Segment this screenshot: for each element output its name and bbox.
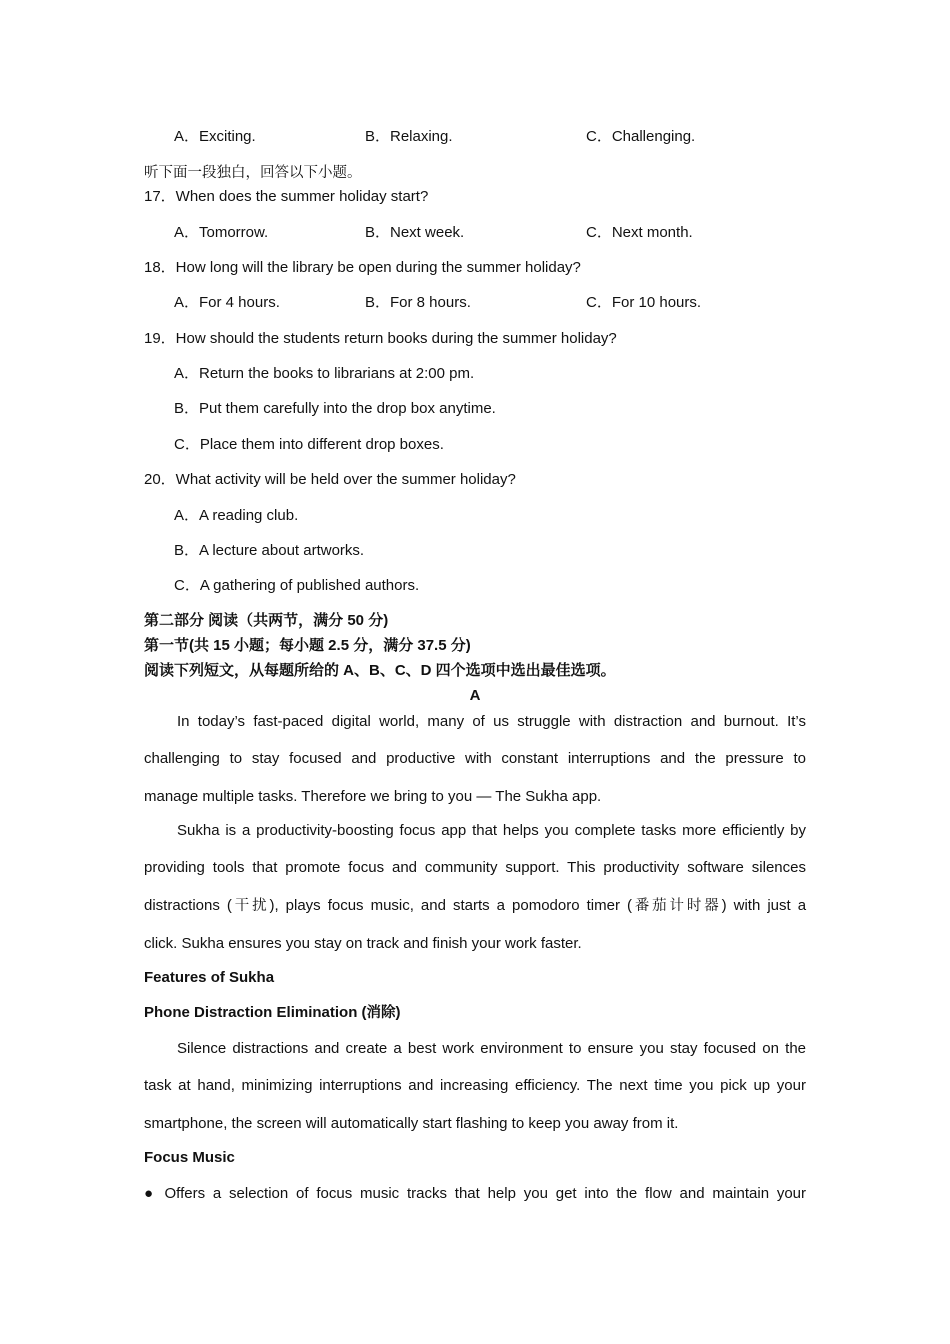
passage-paragraph-1 — [144, 703, 806, 815]
p2-line-4: click. Sukha ensures you stay on track and finish your work faster. — [144, 934, 582, 952]
question-18-stem: 18．How long will the library be open during the summer holiday? — [144, 259, 581, 276]
q18-option-c: C．For 10 hours. — [586, 294, 702, 311]
question-19-stem: 19．How should the students return books during the summer holiday? — [144, 330, 617, 347]
passage-paragraph-2 — [144, 812, 806, 962]
reading-instruction: 阅读下列短文，从每题所给的 A、B、C、D 四个选项中选出最佳选项。 — [144, 662, 616, 679]
q17-option-c: C．Next month. — [586, 224, 693, 241]
p2-line-1: Sukha is a productivity-boosting focus app that helps you complete tasks more efficiently by — [177, 822, 806, 839]
p1-line-3: manage multiple tasks. Therefore we bring to you — The Sukha app. — [144, 787, 602, 805]
q17-option-b: B．Next week. — [365, 224, 465, 241]
passage-label: A — [469, 687, 481, 704]
subsection-title: 第一节(共 15 小题；每小题 2.5 分，满分 37.5 分) — [144, 637, 471, 654]
monologue-instruction: 听下面一段独白，回答以下小题。 — [144, 165, 362, 181]
passage-paragraph-3 — [144, 1030, 806, 1142]
question-17-stem: 17．When does the summer holiday start? — [144, 188, 429, 205]
q19-option-a: A．Return the books to librarians at 2:00 pm. — [174, 365, 475, 382]
p3-line-3: smartphone, the screen will automatically start flashing to keep you away from it. — [144, 1114, 679, 1132]
p2-line-3: distractions (干扰), plays focus music, and starts a pomodoro timer (番茄计时器) with just a — [144, 896, 807, 914]
p1-line-1: In today’s fast-paced digital world, many of us struggle with distraction and burnout. It’s — [177, 713, 806, 730]
q19-option-b: B．Put them carefully into the drop box anytime. — [174, 400, 496, 417]
q18-option-a: A．For 4 hours. — [174, 294, 280, 311]
feature-phone-distraction-heading: Phone Distraction Elimination (消除) — [144, 1004, 401, 1021]
gloss-distractions: 干扰 — [231, 897, 270, 914]
p2-line-2: providing tools that promote focus and community support. This productivity software silences — [144, 859, 806, 877]
p3-line-2: task at hand, minimizing interruptions and increasing efficiency. The next time you pick up your — [144, 1077, 806, 1095]
features-heading: Features of Sukha — [144, 969, 275, 986]
p3-line-1: Silence distractions and create a best work environment to ensure you stay focused on the — [177, 1040, 806, 1057]
question-20-stem: 20．What activity will be held over the summer holiday? — [144, 471, 516, 488]
bullet-icon: ● — [144, 1185, 157, 1202]
q20-option-c: C．A gathering of published authors. — [174, 577, 420, 594]
q16-option-b: B．Relaxing. — [365, 128, 453, 145]
q17-option-a: A．Tomorrow. — [174, 224, 269, 241]
q20-option-a: A．A reading club. — [174, 507, 299, 524]
q19-option-c: C．Place them into different drop boxes. — [174, 436, 444, 453]
q16-option-a: A．Exciting. — [174, 128, 256, 145]
focus-music-bullet — [144, 1175, 806, 1212]
feature-focus-music-heading: Focus Music — [144, 1149, 235, 1166]
q20-option-b: B．A lecture about artworks. — [174, 542, 365, 559]
q16-option-c: C．Challenging. — [586, 128, 696, 145]
gloss-pomodoro-timer: 番茄计时器 — [631, 897, 722, 914]
part-two-title: 第二部分 阅读（共两节，满分 50 分) — [144, 612, 389, 629]
p1-line-2: challenging to stay focused and productive with constant interruptions and the pressure to — [144, 750, 806, 768]
bullet-text: Offers a selection of focus music tracks that help you get into the flow and maintain your — [164, 1185, 807, 1202]
q18-option-b: B．For 8 hours. — [365, 294, 471, 311]
